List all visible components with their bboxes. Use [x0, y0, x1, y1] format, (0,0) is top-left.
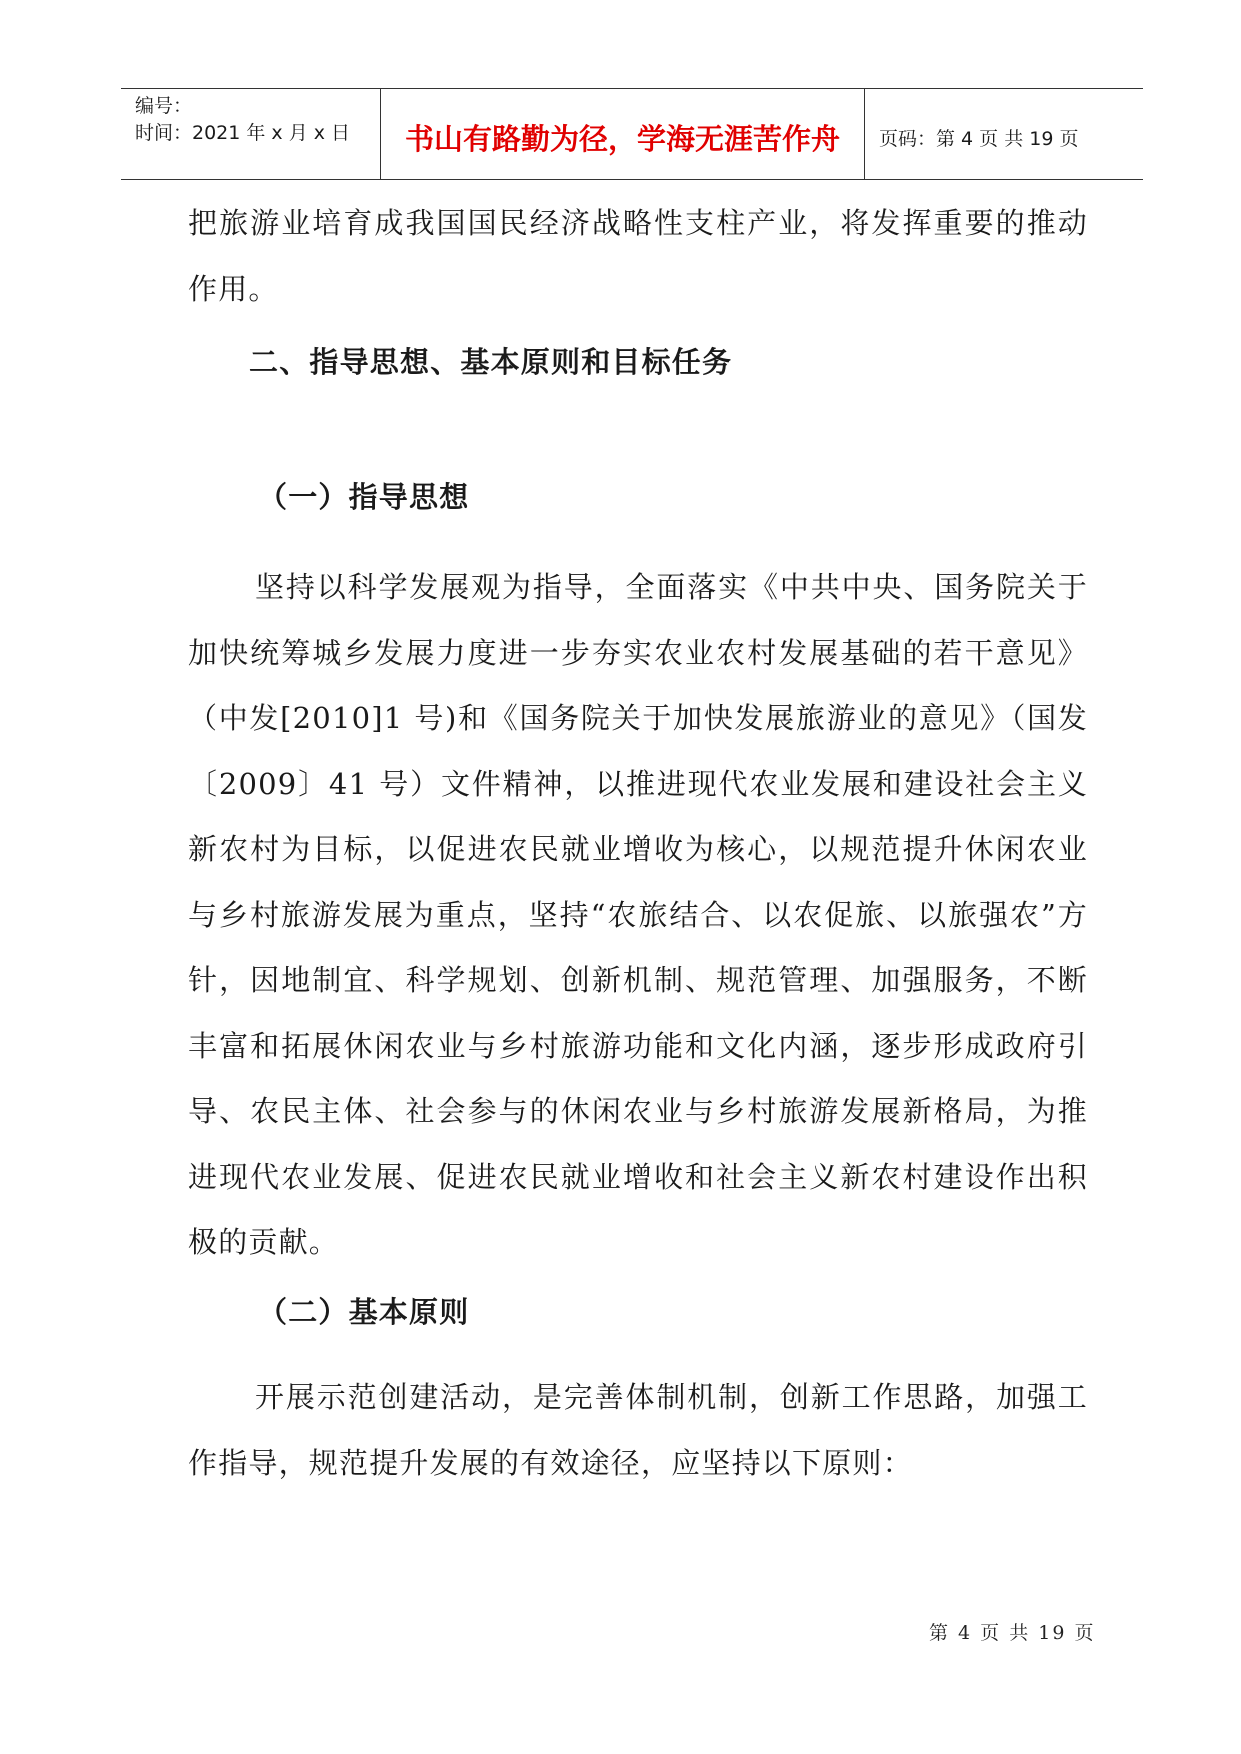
- section-heading-basic-principles: （二）基本原则: [258, 1295, 470, 1329]
- header-motto: 书山有路勤为径，学海无涯苦作舟: [381, 89, 865, 179]
- section-heading-main: 二、指导思想、基本原则和目标任务: [249, 345, 733, 379]
- section-heading-guiding-ideology: （一）指导思想: [258, 480, 470, 514]
- basic-principles-paragraph: 开展示范创建活动，是完善体制机制，创新工作思路，加强工作指导，规范提升发展的有效途径，应坚持以下原则：: [188, 1380, 1088, 1480]
- document-number-label: 编号：: [135, 95, 193, 117]
- header-meta: [121, 89, 381, 179]
- intro-paragraph: 把旅游业培育成我国国民经济战略性支柱产业，将发挥重要的推动作用。: [188, 206, 1088, 306]
- header-page-number: 页码：第 4 页 共 19 页: [879, 127, 1079, 150]
- page-header: [121, 88, 1143, 180]
- guiding-ideology-paragraph: 坚持以科学发展观为指导，全面落实《中共中央、国务院关于加快统筹城乡发展力度进一步夯实农业农村发展基础的若干意见》（中发[2010]1 号)和《国务院关于加快发展旅游业的意见》（国发〔2009〕41 号）文件精神，以推进现代农业发展和建设社会主义新农村为目标，以促进农民就业增收为核心，以规范提升休闲农业与乡村旅游发展为重点，坚持“农旅结合、以农促旅、以旅强农”方针，因地制宜、科学规划、创新机制、规范管理、加强服务，不断丰富和拓展休闲农业与乡村旅游功能和文化内涵，逐步形成政府引导、农民主体、社会参与的休闲农业与乡村旅游发展新格局，为推进现代农业发展、促进农民就业增收和社会主义新农村建设作出积极的贡献。: [188, 570, 1088, 1259]
- page-footer: 第 4 页 共 19 页: [929, 1622, 1096, 1644]
- document-date: 时间：2021 年 x 月 x 日: [135, 122, 351, 144]
